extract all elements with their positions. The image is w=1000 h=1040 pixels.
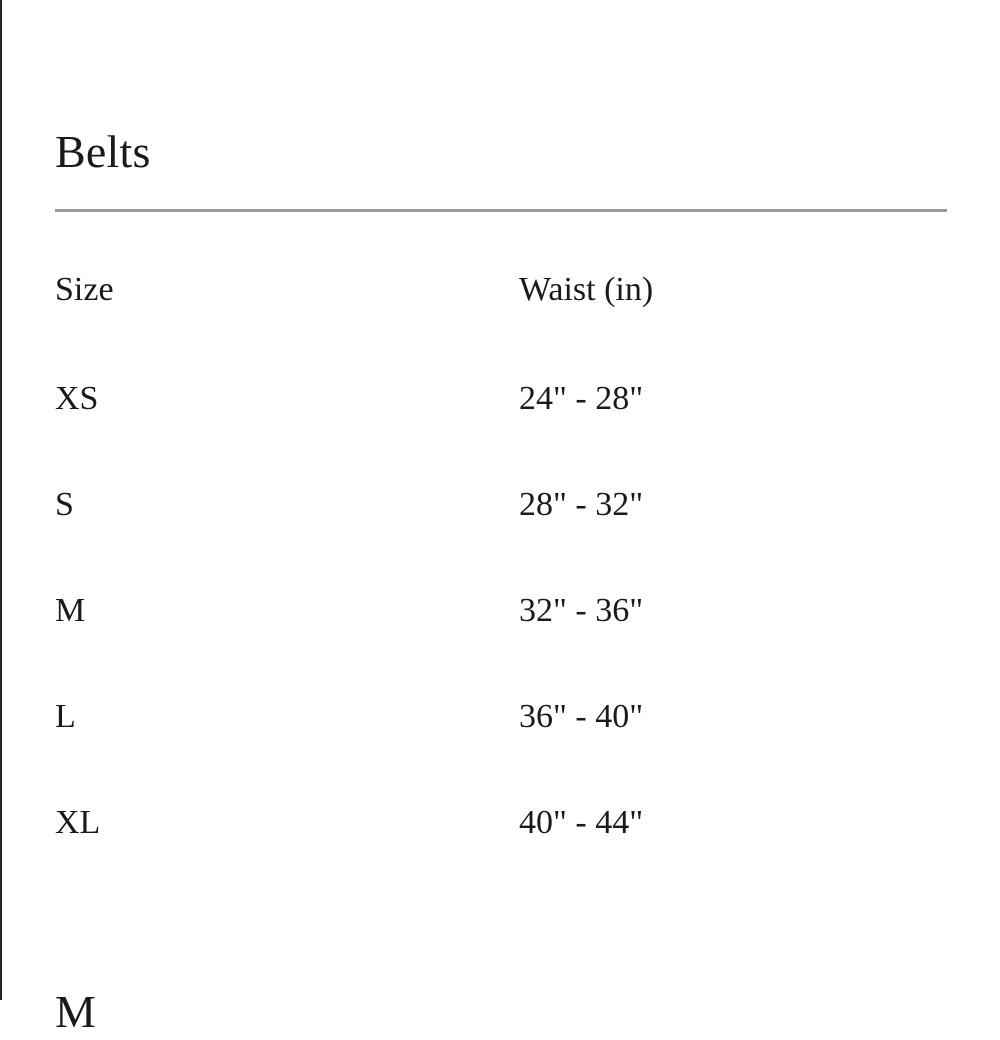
table-row bbox=[55, 558, 945, 664]
size-chart-table bbox=[55, 262, 945, 876]
section-title: Belts bbox=[55, 126, 151, 177]
table-row bbox=[55, 664, 945, 770]
size-cell: XL bbox=[55, 804, 101, 841]
table-row bbox=[55, 770, 945, 876]
size-cell: XS bbox=[55, 380, 99, 417]
size-cell: L bbox=[55, 698, 76, 735]
table-header-row bbox=[55, 262, 945, 318]
left-border bbox=[0, 0, 2, 1000]
waist-cell: 24" - 28" bbox=[519, 380, 644, 417]
size-cell: M bbox=[55, 592, 86, 629]
size-column-header: Size bbox=[55, 271, 114, 308]
waist-cell: 28" - 32" bbox=[519, 486, 644, 523]
waist-cell: 40" - 44" bbox=[519, 804, 644, 841]
section-divider bbox=[55, 209, 947, 212]
size-cell: S bbox=[55, 486, 74, 523]
table-row bbox=[55, 452, 945, 558]
next-section-title: M bbox=[55, 986, 96, 1037]
table-row bbox=[55, 318, 945, 452]
waist-cell: 36" - 40" bbox=[519, 698, 644, 735]
waist-column-header: Waist (in) bbox=[519, 271, 654, 308]
waist-cell: 32" - 36" bbox=[519, 592, 644, 629]
